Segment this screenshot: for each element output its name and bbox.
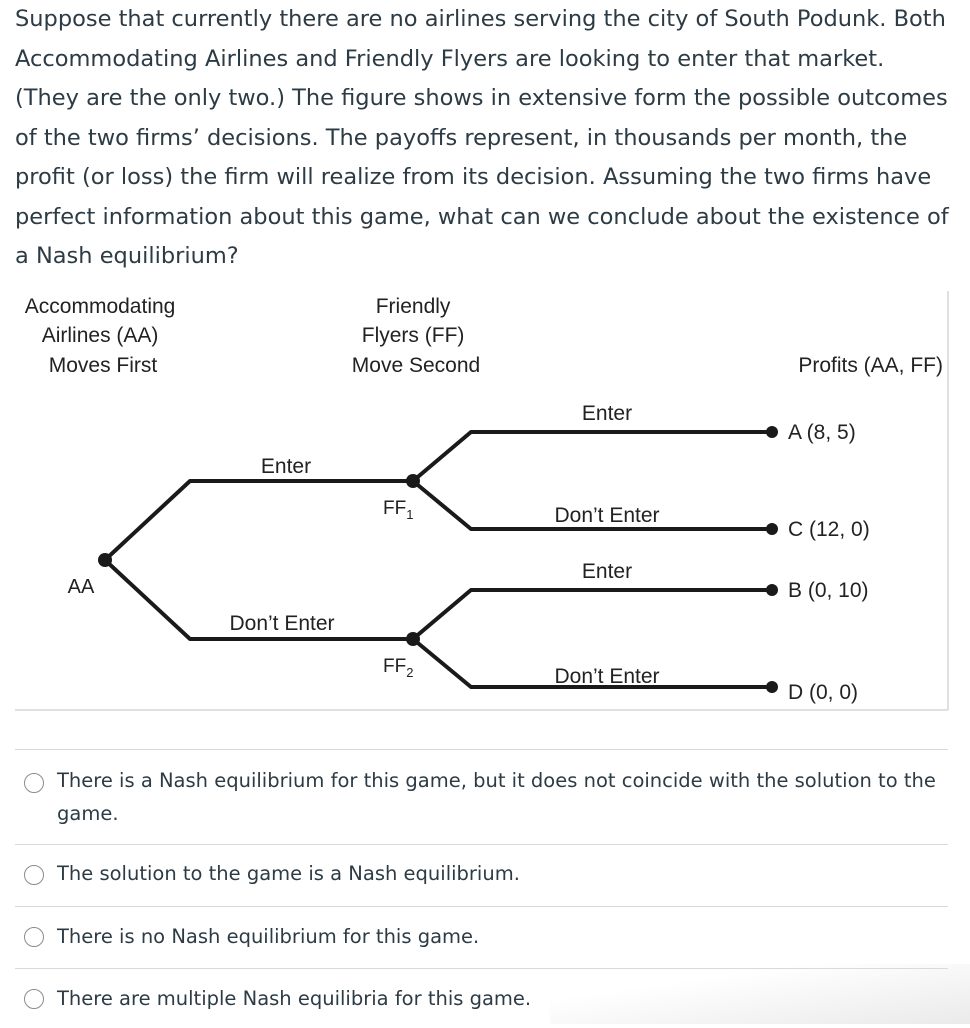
outcome-a-point: [766, 426, 778, 438]
answer-option-label: There are multiple Nash equilibria for this game.: [57, 987, 532, 1010]
game-tree-diagram: [0, 288, 970, 718]
aa-enter-label: Enter: [260, 455, 312, 478]
ff2-subscript: 2: [406, 665, 414, 680]
aa-header-line: Moves First: [48, 354, 158, 377]
radio-button[interactable]: [24, 927, 44, 947]
question-text: Suppose that currently there are no airlines serving the city of South Podunk. Both Accommodating Airlines and Friendly Flyers are looking to enter that market. (They are the only two.) The figure shows in extensive form the possible outcomes of the two firms’ decisions. The payoffs represent, in thousands per month, the profit (or loss) the firm will realize from its decision. Assuming the two firms have perfect information about this game, what can we conclude about the existence of a Nash equilibrium?: [15, 6, 949, 269]
radio-button[interactable]: [24, 865, 44, 885]
outcome-c-label: C (12, 0): [788, 518, 870, 541]
answer-option-label: The solution to the game is a Nash equilibrium.: [57, 862, 520, 885]
ff1-node-label: [383, 498, 413, 522]
outcome-b-label: B (0, 10): [788, 579, 869, 602]
aa-dont-enter-label: Don’t Enter: [229, 612, 335, 635]
ff1-node: [406, 474, 420, 488]
ff-header-line: Move Second: [351, 354, 481, 377]
ff-header-line: Flyers (FF): [361, 324, 465, 347]
branch-aa-enter: [105, 481, 413, 560]
answer-option[interactable]: [15, 844, 948, 906]
ff1-dont-enter-label: Don’t Enter: [554, 504, 660, 527]
aa-node: [98, 553, 112, 567]
game-tree-figure: [0, 288, 970, 718]
branch-ff2-enter: [413, 590, 772, 639]
radio-button[interactable]: [24, 773, 44, 793]
answer-option[interactable]: [15, 906, 948, 968]
outcome-b-point: [766, 584, 778, 596]
outcome-d-label: D (0, 0): [788, 681, 859, 704]
aa-header-line: Accommodating: [24, 295, 176, 318]
radio-button[interactable]: [24, 989, 44, 1009]
ff2-node: [406, 632, 420, 646]
answer-option-label: There is a Nash equilibrium for this game, but it does not coincide with the solution to the game.: [57, 769, 936, 825]
outcome-c-point: [766, 523, 778, 535]
ff-header: [352, 295, 480, 377]
outcome-d-point: [766, 681, 778, 693]
profits-header: Profits (AA, FF): [798, 354, 943, 377]
ff2-node-label: [383, 656, 413, 680]
answer-option[interactable]: [15, 749, 948, 844]
ff-header-line: Friendly: [375, 295, 451, 318]
aa-node-label: AA: [67, 576, 95, 598]
ff2-dont-enter-label: Don’t Enter: [554, 665, 660, 688]
ff2-base: FF: [383, 656, 407, 677]
answer-option-label: There is no Nash equilibrium for this game.: [57, 925, 480, 948]
ff1-subscript: 1: [406, 507, 414, 522]
ff1-base: FF: [383, 498, 407, 519]
branch-ff1-enter: [413, 432, 772, 481]
ff2-enter-label: Enter: [581, 560, 633, 583]
aa-header-line: Airlines (AA): [41, 324, 159, 347]
outcome-a-label: A (8, 5): [788, 421, 856, 444]
aa-header: [25, 295, 181, 377]
answer-option[interactable]: [15, 968, 948, 1028]
ff1-enter-label: Enter: [581, 402, 633, 425]
answer-options: [15, 749, 948, 1028]
